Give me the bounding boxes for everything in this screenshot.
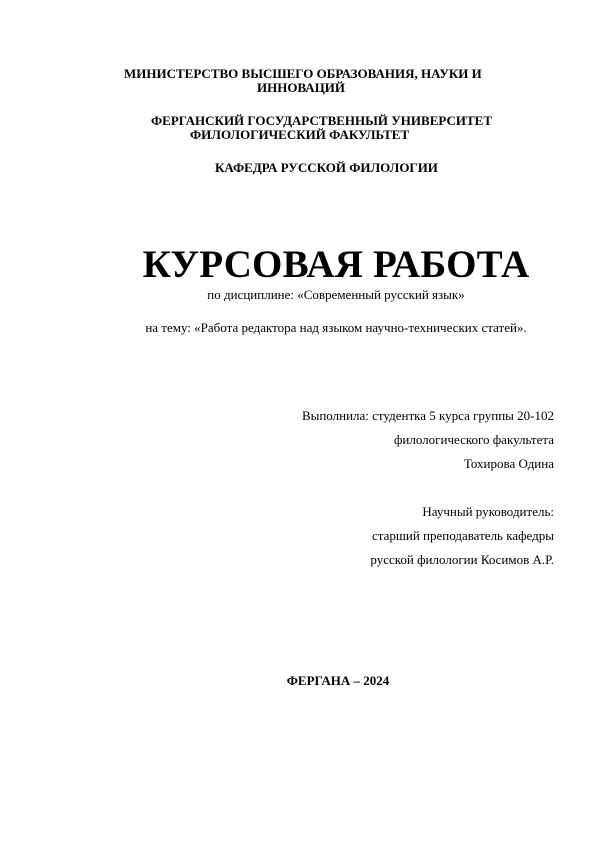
city-year: ФЕРГАНА – 2024	[286, 673, 390, 688]
university-name: ФЕРГАНСКИЙ ГОСУДАРСТВЕННЫЙ УНИВЕРСИТЕТ	[151, 113, 492, 128]
supervisor-position: старший преподаватель кафедры	[371, 528, 554, 543]
department-name: КАФЕДРА РУССКОЙ ФИЛОЛОГИИ	[215, 160, 438, 175]
supervisor-name: русской филологии Косимов А.Р.	[370, 552, 554, 567]
topic-line: на тему: «Работа редактора над языком научно-технических статей».	[145, 320, 527, 335]
ministry-line-2: ИННОВАЦИЙ	[257, 80, 346, 95]
author-line-2: филологического факультета	[393, 432, 554, 447]
author-name: Тохирова Одина	[463, 456, 554, 471]
author-line-1: Выполнила: студентка 5 курса группы 20-102	[301, 408, 554, 423]
document-title: КУРСОВАЯ РАБОТА	[142, 243, 530, 286]
supervisor-label: Научный руководитель:	[422, 504, 554, 519]
faculty-name: ФИЛОЛОГИЧЕСКИЙ ФАКУЛЬТЕТ	[190, 127, 410, 142]
ministry-line-1: МИНИСТЕРСТВО ВЫСШЕГО ОБРАЗОВАНИЯ, НАУКИ И	[124, 66, 482, 81]
discipline-line: по дисциплине: «Современный русский язык»	[207, 287, 465, 302]
